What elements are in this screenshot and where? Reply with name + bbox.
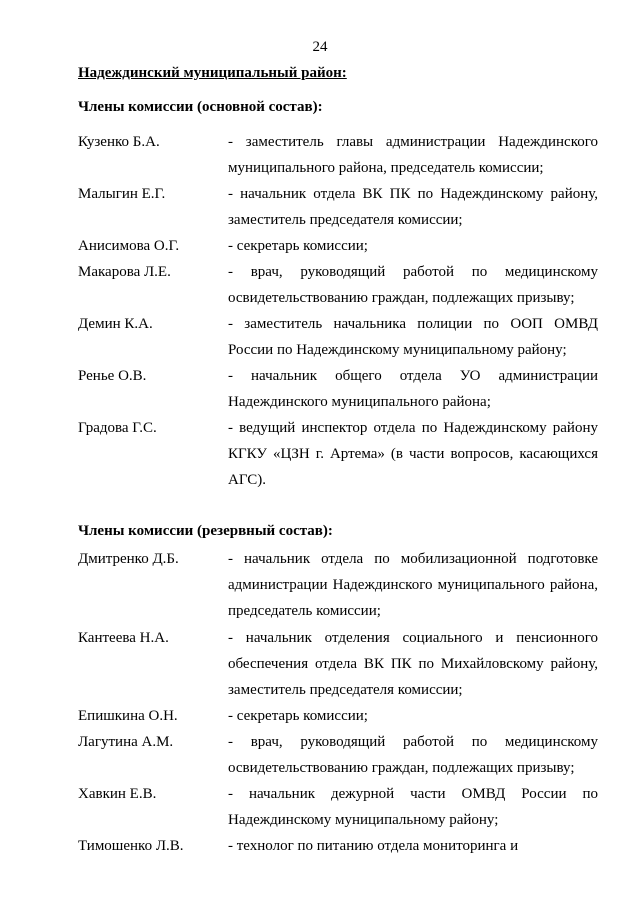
member-name: Макарова Л.Е. (78, 264, 171, 280)
member-role: - секретарь комиссии; (228, 708, 368, 724)
section-title-main: Члены комиссии (основной состав): (78, 99, 323, 115)
member-name: Анисимова О.Г. (78, 238, 180, 254)
member-role: - врач, руководящий работой по медицинскому освидетельствованию граждан, подлежащих призыву; (228, 264, 598, 306)
member-role: - начальник отделения социального и пенсионного обеспечения отдела ВК ПК по Михайловскому району, заместитель председателя комиссии; (228, 630, 598, 698)
member-role: - заместитель начальника полиции по ООП ОМВД России по Надеждинскому муниципальному району; (228, 316, 598, 358)
member-name: Ренье О.В. (78, 368, 147, 384)
member-role: - врач, руководящий работой по медицинскому освидетельствованию граждан, подлежащих призыву; (228, 734, 598, 776)
member-name: Демин К.А. (78, 316, 153, 332)
section-title-reserve: Члены комиссии (резервный состав): (78, 523, 333, 539)
member-role: - начальник отдела ВК ПК по Надеждинскому району, заместитель председателя комиссии; (228, 186, 598, 228)
page-number: 24 (312, 39, 328, 55)
member-role: - технолог по питанию отдела мониторинга и (228, 838, 519, 854)
member-name: Дмитренко Д.Б. (78, 551, 179, 567)
member-role: - начальник дежурной части ОМВД России по Надеждинскому муниципальному району; (228, 786, 598, 828)
district-heading: Надеждинский муниципальный район: (78, 65, 347, 81)
member-name: Тимошенко Л.В. (78, 838, 184, 854)
member-role: - начальник общего отдела УО администрации Надеждинского муниципального района; (228, 368, 598, 410)
member-name: Градова Г.С. (78, 420, 157, 436)
member-role: - секретарь комиссии; (228, 238, 368, 254)
member-role: - заместитель главы администрации Надеждинского муниципального района, председатель комиссии; (228, 134, 598, 176)
member-role: - ведущий инспектор отдела по Надеждинскому району КГКУ «ЦЗН г. Артема» (в части вопросов, касающихся АГС). (228, 420, 598, 488)
member-name: Лагутина А.М. (78, 734, 174, 750)
member-role: - начальник отдела по мобилизационной подготовке администрации Надеждинского муниципального района, председатель комиссии; (228, 551, 598, 619)
member-name: Кантеева Н.А. (78, 630, 169, 646)
member-name: Хавкин Е.В. (78, 786, 157, 802)
member-name: Епишкина О.Н. (78, 708, 178, 724)
member-name: Кузенко Б.А. (78, 134, 160, 150)
member-name: Малыгин Е.Г. (78, 186, 166, 202)
